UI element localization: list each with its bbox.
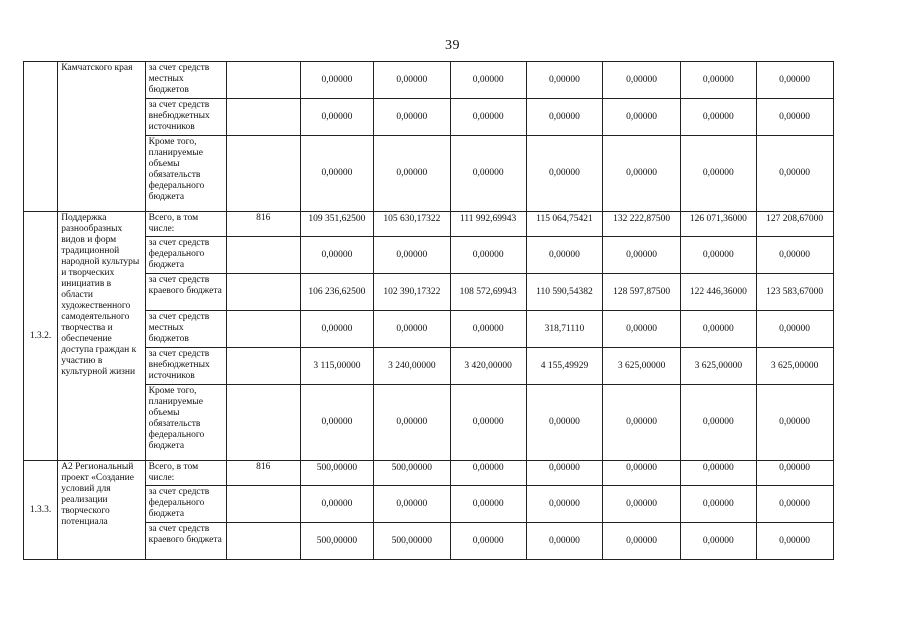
amount-cell: 0,00000 <box>603 99 681 136</box>
amount-cell: 0,00000 <box>603 461 681 486</box>
amount-cell: 0,00000 <box>450 311 526 348</box>
section-name: А2 Региональный проект «Создание условий для реализации творческого потенциала <box>58 461 145 560</box>
amount-cell: 0,00000 <box>450 461 526 486</box>
grbs-code <box>226 274 300 311</box>
amount-cell: 0,00000 <box>681 486 756 523</box>
amount-cell: 0,00000 <box>526 486 602 523</box>
section-code: 1.3.2. <box>24 212 58 461</box>
table-row <box>24 237 905 274</box>
amount-cell: 123 583,67000 <box>756 274 833 311</box>
grbs-code: 816 <box>226 461 300 486</box>
table-row <box>24 99 905 136</box>
amount-cell: 3 115,00000 <box>300 348 374 385</box>
amount-cell: 132 222,87500 <box>603 212 681 237</box>
amount-cell: 0,00000 <box>603 523 681 560</box>
table-row <box>24 136 905 212</box>
amount-cell: 0,00000 <box>681 523 756 560</box>
amount-cell: 126 071,36000 <box>681 212 756 237</box>
amount-cell: 0,00000 <box>450 385 526 461</box>
amount-cell: 0,00000 <box>374 486 450 523</box>
amount-cell: 0,00000 <box>526 136 602 212</box>
table-row <box>24 62 905 99</box>
amount-cell: 111 992,69943 <box>450 212 526 237</box>
amount-cell: 0,00000 <box>526 237 602 274</box>
amount-cell: 0,00000 <box>450 237 526 274</box>
funding-source: за счет средств краевого бюджета <box>145 523 226 560</box>
amount-cell: 0,00000 <box>756 461 833 486</box>
funding-source: за счет средств федерального бюджета <box>145 237 226 274</box>
table-row <box>24 212 905 237</box>
grbs-code <box>226 136 300 212</box>
amount-cell: 3 625,00000 <box>603 348 681 385</box>
amount-cell: 0,00000 <box>756 237 833 274</box>
amount-cell: 0,00000 <box>681 62 756 99</box>
amount-cell: 0,00000 <box>450 523 526 560</box>
grbs-code <box>226 62 300 99</box>
amount-cell: 0,00000 <box>374 99 450 136</box>
grbs-code <box>226 99 300 136</box>
funding-source: за счет средств внебюджетных источников <box>145 348 226 385</box>
amount-cell: 110 590,54382 <box>526 274 602 311</box>
amount-cell: 0,00000 <box>681 461 756 486</box>
amount-cell: 0,00000 <box>450 99 526 136</box>
amount-cell: 115 064,75421 <box>526 212 602 237</box>
amount-cell: 0,00000 <box>756 136 833 212</box>
amount-cell: 0,00000 <box>450 62 526 99</box>
amount-cell: 105 630,17322 <box>374 212 450 237</box>
table-row <box>24 311 905 348</box>
section-name: Поддержка разнообразных видов и форм традиционной народной культуры и творческих инициатив в области художественного самодеятельного творчества и обеспечение доступа граждан к участию в культурной жизни <box>58 212 145 461</box>
table-row <box>24 274 905 311</box>
grbs-code: 816 <box>226 212 300 237</box>
section-code <box>24 62 58 212</box>
amount-cell: 0,00000 <box>526 385 602 461</box>
amount-cell: 122 446,36000 <box>681 274 756 311</box>
amount-cell: 4 155,49929 <box>526 348 602 385</box>
table-row <box>24 348 905 385</box>
amount-cell: 102 390,17322 <box>374 274 450 311</box>
amount-cell: 0,00000 <box>526 62 602 99</box>
amount-cell: 0,00000 <box>526 99 602 136</box>
amount-cell: 318,71110 <box>526 311 602 348</box>
amount-cell: 500,00000 <box>300 523 374 560</box>
amount-cell: 0,00000 <box>681 311 756 348</box>
grbs-code <box>226 237 300 274</box>
table-body <box>24 62 905 560</box>
amount-cell: 0,00000 <box>374 62 450 99</box>
amount-cell: 0,00000 <box>756 99 833 136</box>
amount-cell: 106 236,62500 <box>300 274 374 311</box>
amount-cell: 500,00000 <box>374 523 450 560</box>
amount-cell: 0,00000 <box>756 486 833 523</box>
amount-cell: 0,00000 <box>756 62 833 99</box>
grbs-code <box>226 311 300 348</box>
amount-cell: 0,00000 <box>681 99 756 136</box>
amount-cell: 0,00000 <box>603 62 681 99</box>
amount-cell: 0,00000 <box>526 461 602 486</box>
grbs-code <box>226 486 300 523</box>
amount-cell: 0,00000 <box>300 237 374 274</box>
amount-cell: 0,00000 <box>756 523 833 560</box>
funding-source: за счет средств внебюджетных источников <box>145 99 226 136</box>
funding-source: за счет средств местных бюджетов <box>145 311 226 348</box>
page-number: 39 <box>445 38 460 53</box>
amount-cell: 0,00000 <box>450 136 526 212</box>
amount-cell: 3 240,00000 <box>374 348 450 385</box>
amount-cell: 0,00000 <box>374 385 450 461</box>
funding-source: за счет средств краевого бюджета <box>145 274 226 311</box>
section-name: Камчатского края <box>58 62 145 212</box>
amount-cell: 0,00000 <box>300 385 374 461</box>
amount-cell: 0,00000 <box>374 237 450 274</box>
amount-cell: 0,00000 <box>300 136 374 212</box>
amount-cell: 3 625,00000 <box>681 348 756 385</box>
grbs-code <box>226 523 300 560</box>
amount-cell: 0,00000 <box>681 385 756 461</box>
funding-source: Всего, в том числе: <box>145 212 226 237</box>
funding-source: Кроме того, планируемые объемы обязательств федерального бюджета <box>145 385 226 461</box>
funding-source: за счет средств федерального бюджета <box>145 486 226 523</box>
funding-source: за счет средств местных бюджетов <box>145 62 226 99</box>
amount-cell: 128 597,87500 <box>603 274 681 311</box>
amount-cell: 0,00000 <box>603 486 681 523</box>
grbs-code <box>226 348 300 385</box>
amount-cell: 0,00000 <box>681 237 756 274</box>
amount-cell: 0,00000 <box>450 486 526 523</box>
funding-source: Всего, в том числе: <box>145 461 226 486</box>
table-row <box>24 385 905 461</box>
grbs-code <box>226 385 300 461</box>
amount-cell: 0,00000 <box>300 486 374 523</box>
amount-cell: 0,00000 <box>300 62 374 99</box>
amount-cell: 0,00000 <box>603 311 681 348</box>
amount-cell: 0,00000 <box>603 136 681 212</box>
amount-cell: 0,00000 <box>603 237 681 274</box>
amount-cell: 109 351,62500 <box>300 212 374 237</box>
amount-cell: 127 208,67000 <box>756 212 833 237</box>
amount-cell: 0,00000 <box>681 136 756 212</box>
funding-source: Кроме того, планируемые объемы обязательств федерального бюджета <box>145 136 226 212</box>
amount-cell: 0,00000 <box>374 311 450 348</box>
amount-cell: 0,00000 <box>756 385 833 461</box>
amount-cell: 3 420,00000 <box>450 348 526 385</box>
amount-cell: 0,00000 <box>603 385 681 461</box>
amount-cell: 3 625,00000 <box>756 348 833 385</box>
amount-cell: 0,00000 <box>756 311 833 348</box>
table-row <box>24 523 905 560</box>
amount-cell: 500,00000 <box>374 461 450 486</box>
amount-cell: 0,00000 <box>526 523 602 560</box>
budget-table <box>23 61 905 560</box>
amount-cell: 108 572,69943 <box>450 274 526 311</box>
amount-cell: 0,00000 <box>300 311 374 348</box>
amount-cell: 500,00000 <box>300 461 374 486</box>
table-row <box>24 461 905 486</box>
section-code: 1.3.3. <box>24 461 58 560</box>
table-row <box>24 486 905 523</box>
amount-cell: 0,00000 <box>374 136 450 212</box>
amount-cell: 0,00000 <box>300 99 374 136</box>
